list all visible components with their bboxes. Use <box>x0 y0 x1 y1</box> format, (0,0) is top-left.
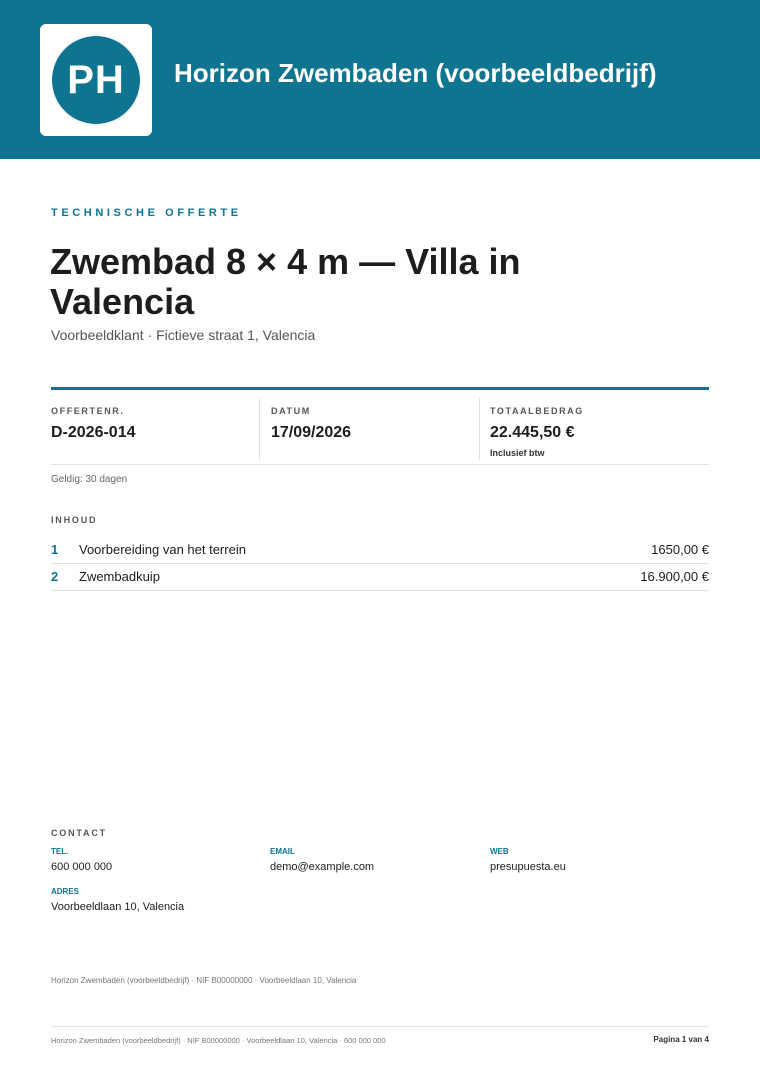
contact-email <box>270 847 374 873</box>
web-label: WEB <box>490 847 509 856</box>
date-block <box>271 398 480 460</box>
item-number: 1 <box>51 542 59 557</box>
logo-initials: PH <box>52 36 140 124</box>
date-value: 17/09/2026 <box>271 424 352 441</box>
contents-heading: INHOUD <box>51 515 98 525</box>
page-header <box>0 0 760 159</box>
item-number: 2 <box>51 569 59 584</box>
company-name: Horizon Zwembaden (voorbeeldbedrijf) <box>174 58 657 88</box>
phone-label: TEL. <box>51 847 69 856</box>
address-value: Voorbeeldlaan 10, Valencia <box>51 901 185 913</box>
item-amount: 16.900,00 € <box>640 569 709 584</box>
total-label: TOTAALBEDRAG <box>490 406 584 416</box>
total-block <box>490 398 700 460</box>
footer-divider <box>51 1026 709 1027</box>
offer-number-block <box>51 398 260 460</box>
email-label: EMAIL <box>270 847 295 856</box>
offer-number-value: D-2026-014 <box>51 424 136 441</box>
contact-address <box>51 887 184 913</box>
total-value: 22.445,50 € <box>490 424 575 441</box>
footer-company-info: Horizon Zwembaden (voorbeeldbedrijf) · NIF B00000000 · Voorbeeldlaan 10, Valencia · 600 000 000 <box>51 1036 386 1045</box>
contents-list <box>51 537 709 591</box>
list-item <box>51 564 709 591</box>
offer-number-label: OFFERTENR. <box>51 406 125 416</box>
document-type-label: TECHNISCHE OFFERTE <box>51 207 242 219</box>
client-line: Voorbeeldklant · Fictieve straat 1, Valencia <box>51 327 316 343</box>
date-label: DATUM <box>271 406 311 416</box>
validity-note: Geldig: 30 dagen <box>51 474 128 485</box>
total-vat-note: Inclusief btw <box>490 448 545 458</box>
legal-line: Horizon Zwembaden (voorbeeldbedrijf) · NIF B00000000 · Voorbeeldlaan 10, Valencia <box>51 976 357 985</box>
offer-meta-panel <box>51 387 709 465</box>
item-description: Voorbereiding van het terrein <box>79 542 246 557</box>
document-title: Zwembad 8 × 4 m — Villa in Valencia <box>50 241 521 322</box>
list-item <box>51 537 709 564</box>
item-amount: 1650,00 € <box>651 542 709 557</box>
company-logo <box>40 24 152 136</box>
item-description: Zwembadkuip <box>79 569 160 584</box>
contact-web <box>490 847 566 873</box>
email-value[interactable]: demo@example.com <box>270 861 375 873</box>
contact-phone <box>51 847 112 873</box>
page-number: Pagina 1 van 4 <box>653 1035 709 1044</box>
address-label: ADRES <box>51 887 80 896</box>
web-link[interactable]: presupuesta.eu <box>490 861 566 873</box>
phone-value: 600 000 000 <box>51 861 113 873</box>
contact-heading: CONTACT <box>51 828 107 838</box>
